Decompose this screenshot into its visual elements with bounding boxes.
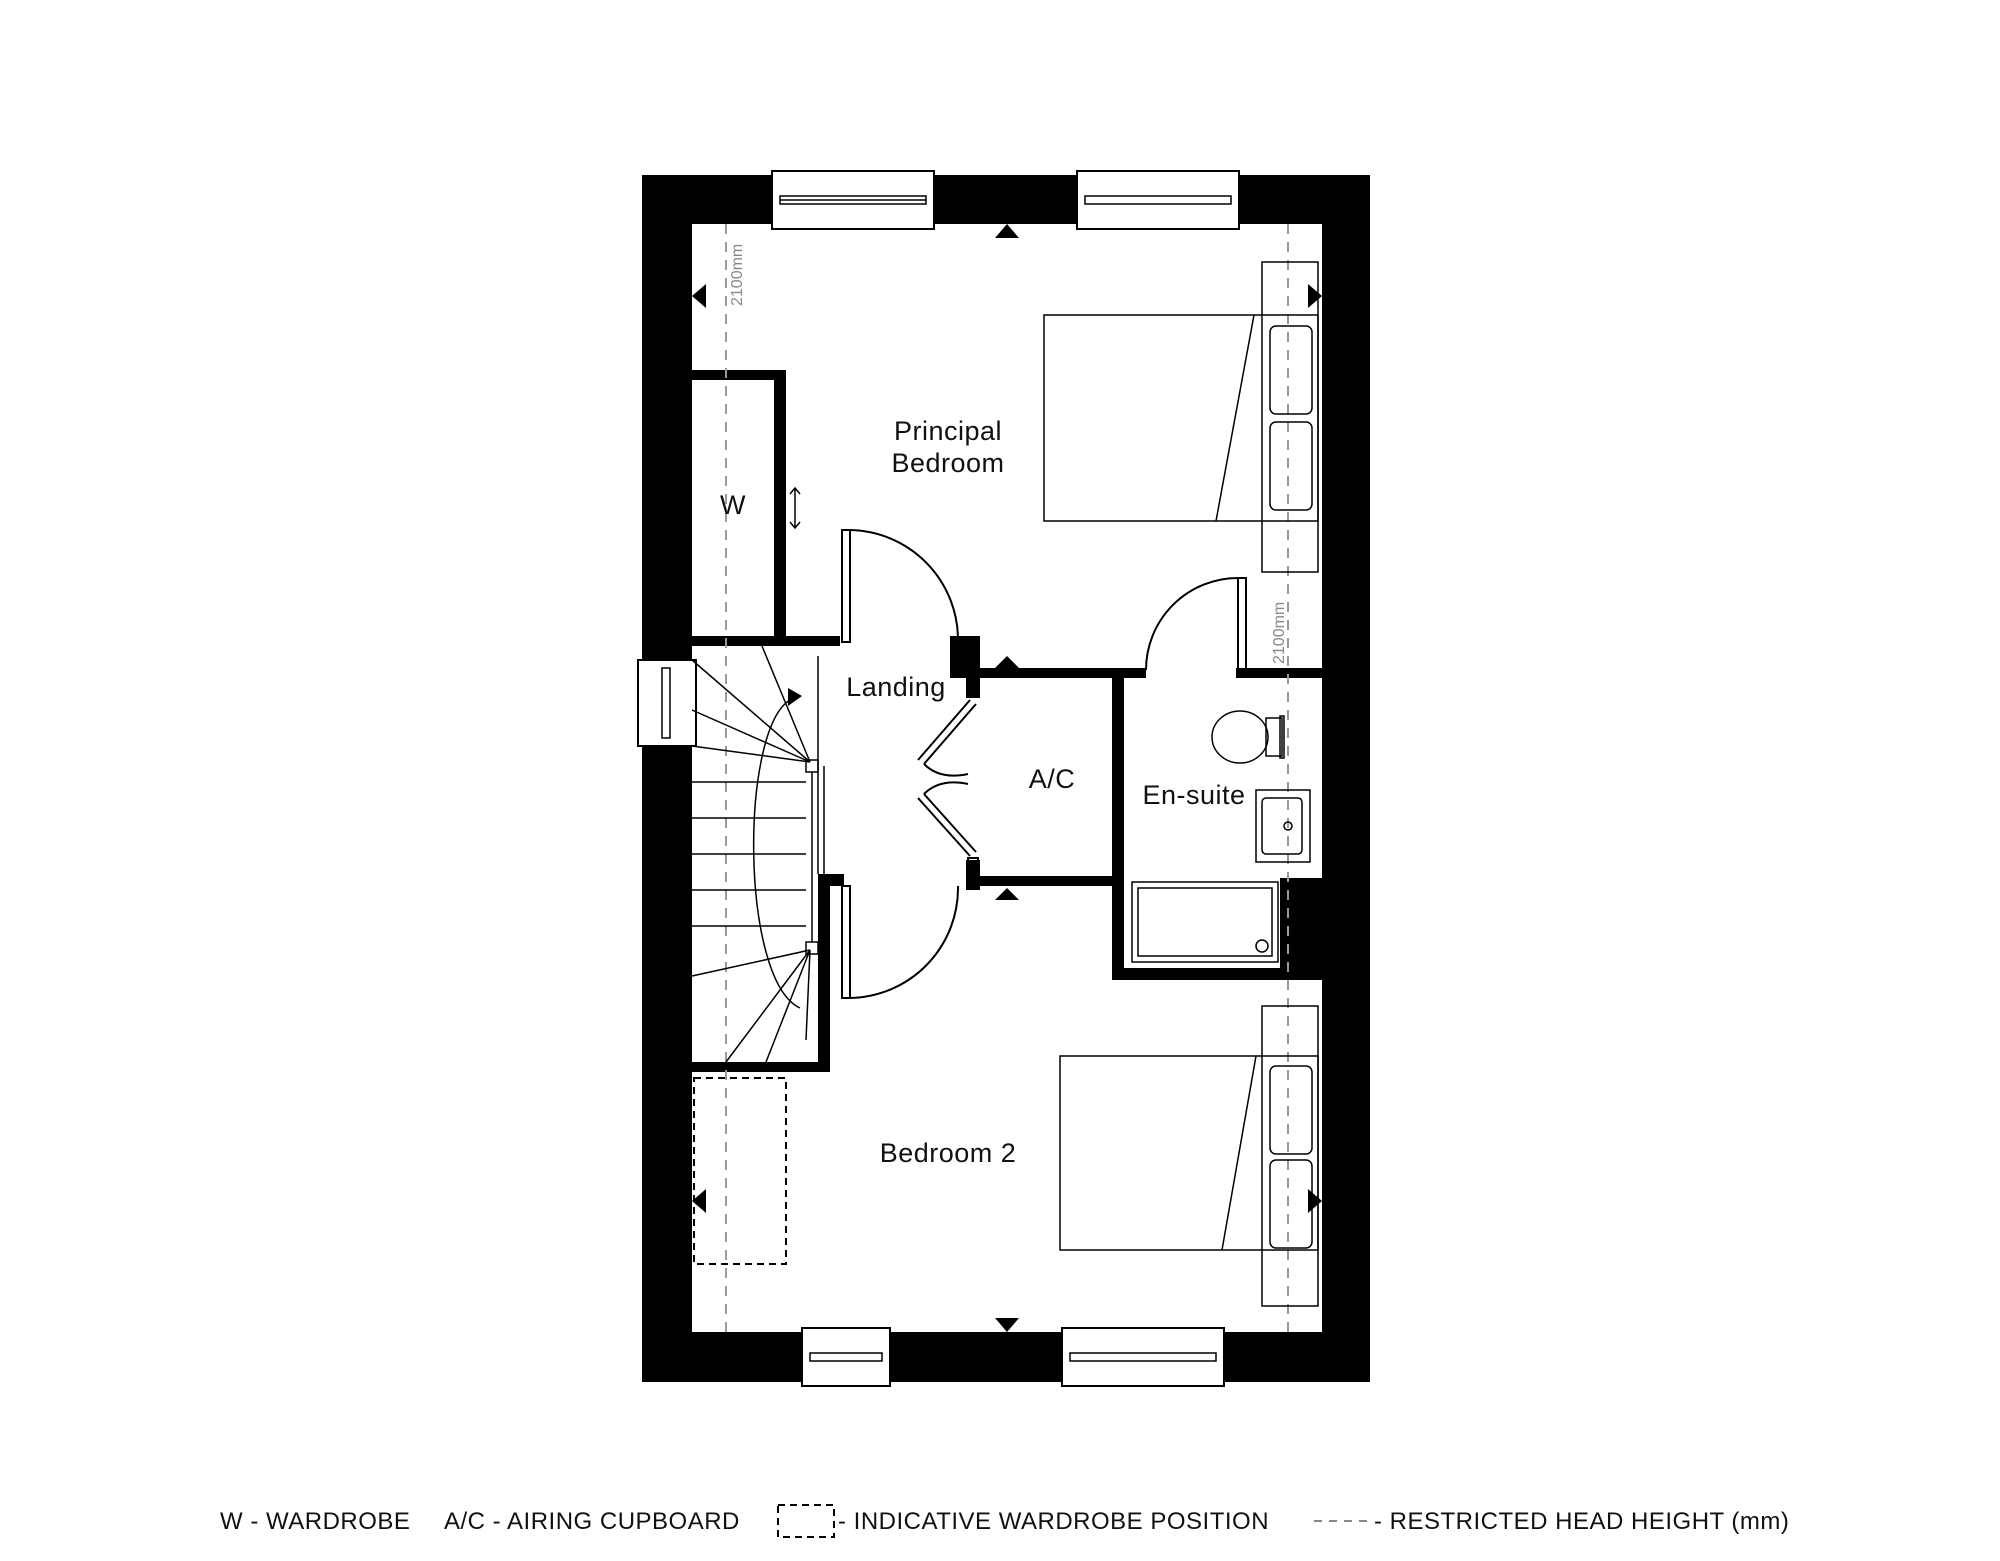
landing-label: Landing bbox=[846, 672, 946, 702]
ensuite-label: En-suite bbox=[1142, 780, 1246, 810]
legend-wardrobe: W - WARDROBE bbox=[220, 1508, 411, 1535]
legend-indicative-wardrobe: - INDICATIVE WARDROBE POSITION bbox=[838, 1508, 1270, 1535]
restricted-height-label-right: 2100mm bbox=[1271, 601, 1288, 664]
restricted-height-label-left: 2100mm bbox=[729, 243, 746, 306]
bedroom2-bed bbox=[1060, 1006, 1318, 1306]
legend bbox=[220, 1505, 1789, 1537]
principal-bed bbox=[1044, 262, 1318, 572]
principal-bedroom-label-2: Bedroom bbox=[891, 448, 1005, 478]
internal-walls bbox=[692, 370, 1322, 1072]
wardrobe-label: W bbox=[720, 490, 746, 520]
bedroom2-label: Bedroom 2 bbox=[879, 1138, 1017, 1168]
indicative-wardrobe-position bbox=[694, 1078, 786, 1264]
windows bbox=[638, 171, 1239, 1386]
legend-restricted-head-height: - RESTRICTED HEAD HEIGHT (mm) bbox=[1374, 1508, 1790, 1535]
principal-bedroom-label-1: Principal bbox=[893, 416, 1003, 446]
legend-airing-cupboard: A/C - AIRING CUPBOARD bbox=[444, 1508, 740, 1535]
airing-cupboard-label: A/C bbox=[1028, 764, 1076, 794]
outer-walls bbox=[642, 175, 1370, 1382]
legend-indicative-wardrobe-symbol bbox=[778, 1505, 834, 1537]
staircase bbox=[692, 646, 824, 1062]
